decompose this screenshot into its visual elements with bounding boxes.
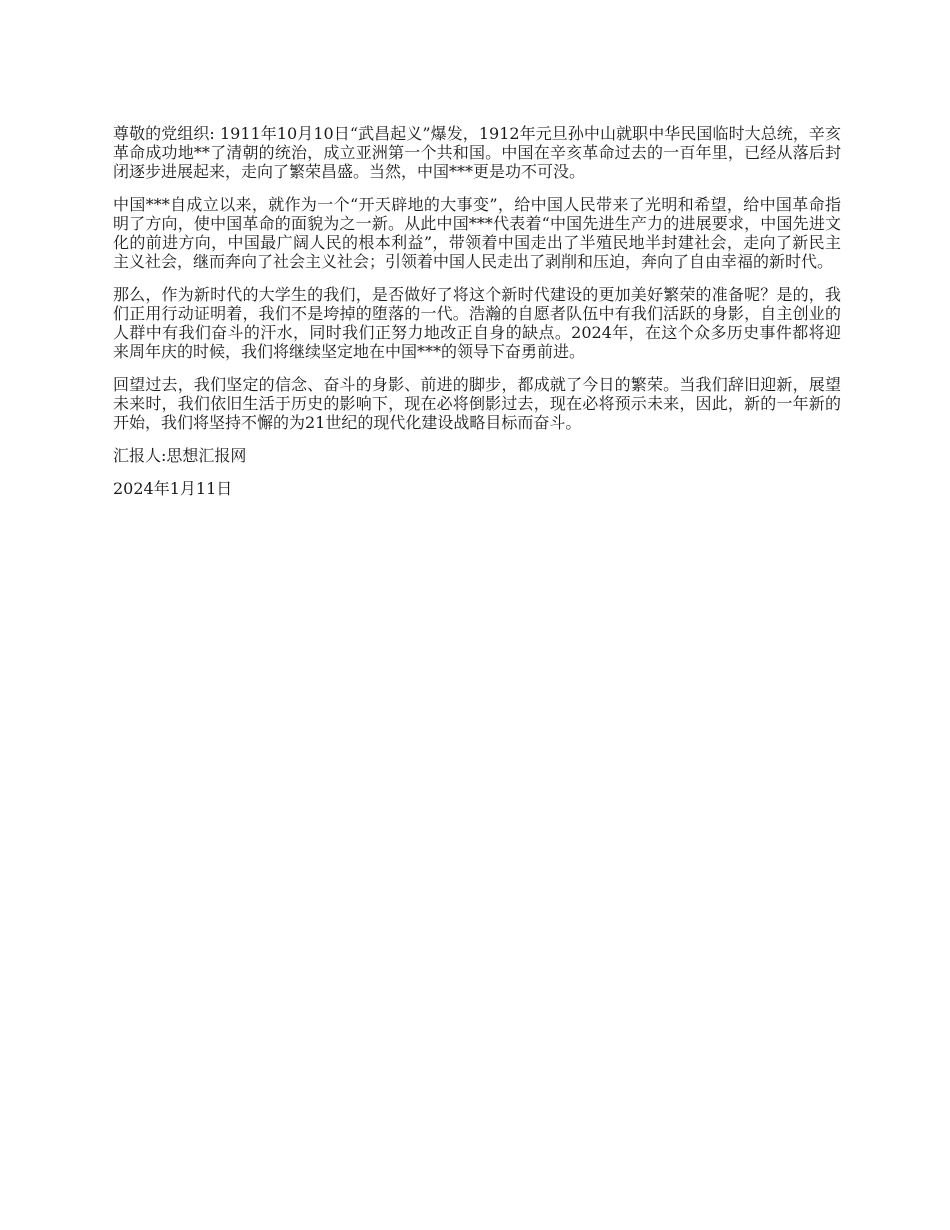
paragraph-students: 那么，作为新时代的大学生的我们，是否做好了将这个新时代建设的更加美好繁荣的准备呢？是的，我们正用行动证明着，我们不是垮掉的堕落的一代。浩瀚的自愿者队伍中有我们活跃的身影，自主创业的人群中有我们奋斗的汗水，同时我们正努力地改正自身的缺点。2024年，在这个众多历史事件都将迎来周年庆的时候，我们将继续坚定地在中国***的领导下奋勇前进。 — [113, 285, 841, 361]
paragraph-conclusion: 回望过去，我们坚定的信念、奋斗的身影、前进的脚步，都成就了今日的繁荣。当我们辞旧迎新，展望未来时，我们依旧生活于历史的影响下，现在必将倒影过去，现在必将预示未来，因此，新的一年新的开始，我们将坚持不懈的为21世纪的现代化建设战略目标而奋斗。 — [113, 375, 841, 432]
signature: 汇报人:思想汇报网 — [113, 446, 247, 465]
paragraph-opening: 尊敬的党组织: 1911年10月10日“武昌起义”爆发，1912年元旦孙中山就职中华民国临时大总统，辛亥革命成功地**了清朝的统治，成立亚洲第一个共和国。中国在辛亥革命过去的一百年里，已经从落后封闭逐步进展起来，走向了繁荣昌盛。当然，中国***更是功不可没。 — [113, 124, 841, 181]
document-body — [113, 124, 841, 512]
report-date: 2024年1月11日 — [113, 479, 233, 498]
paragraph-party-history: 中国***自成立以来，就作为一个“开天辟地的大事变”，给中国人民带来了光明和希望，给中国革命指明了方向，使中国革命的面貌为之一新。从此中国***代表着“中国先进生产力的进展要求，中国先进文化的前进方向，中国最广阔人民的根本利益”，带领着中国走出了半殖民地半封建社会，走向了新民主主义社会，继而奔向了社会主义社会；引领着中国人民走出了剥削和压迫，奔向了自由幸福的新时代。 — [113, 195, 841, 271]
